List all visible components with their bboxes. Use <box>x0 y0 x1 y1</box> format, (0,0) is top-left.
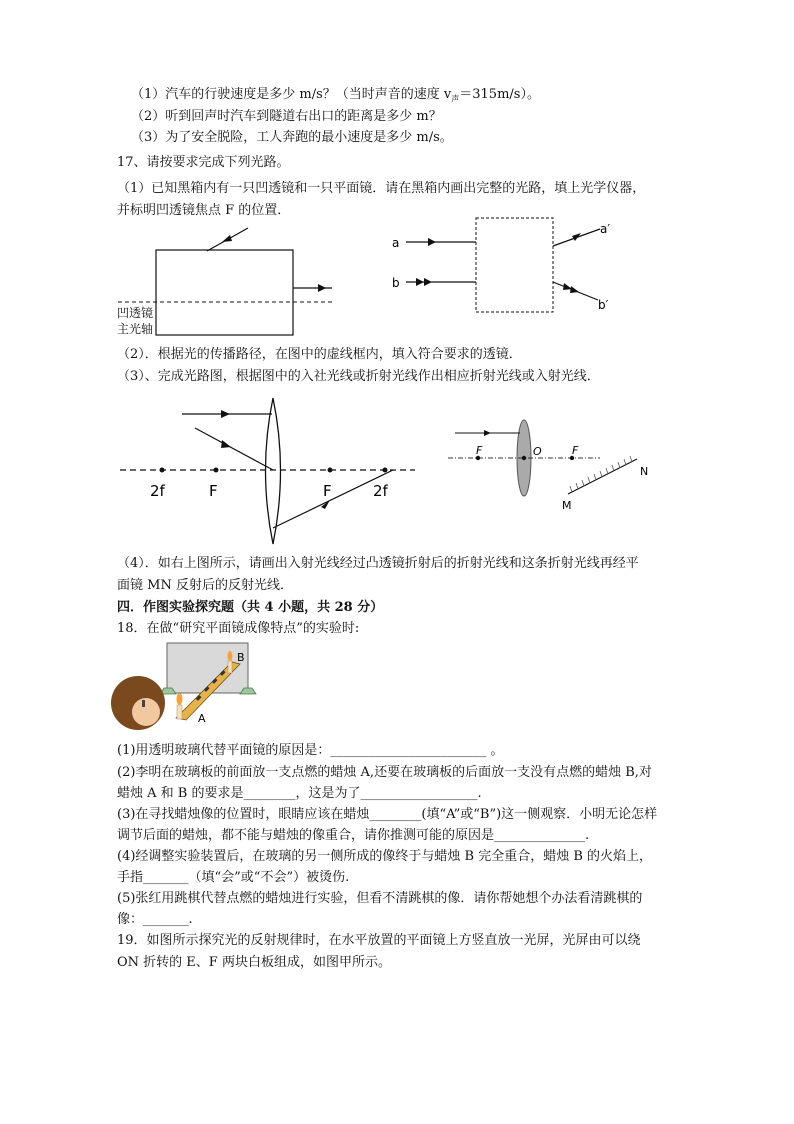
label-F1: F <box>476 444 483 457</box>
q18-sub4-line1: (4)经调整实验装置后，在玻璃的另一侧所成的像终于与蜡烛 B 完全重合，蜡烛 B 的火焰上， <box>117 849 653 864</box>
q19-line2: ON 折转的 E、F 两块白板组成，如图甲所示。 <box>117 955 391 970</box>
q17-title: 17、请按要求完成下列光路。 <box>117 155 290 170</box>
q18-sub4-line2: 手指_______（填“会”或“不会”）被烫伤. <box>117 870 350 885</box>
q17-part3: （3）、完成光路图，根据图中的入社光线或折射光线作出相应折射光线或入射光线． <box>117 369 600 384</box>
q18-sub5-line1: (5)张红用跳棋代替点燃的蜡烛进行实验，但看不清跳棋的像．请你帮她想个办法看清跳棋的 <box>117 891 643 906</box>
label-b-prime: b′ <box>598 298 609 312</box>
label-M: M <box>562 499 572 512</box>
q18-sub2-line1: (2)李明在玻璃板的前面放一支点燃的蜡烛 A,还要在玻璃板的后面放一支没有点燃的蜡烛 B,对 <box>117 765 652 780</box>
label-2f-right: 2f <box>373 482 388 500</box>
q17-part1-line2: 并标明凹透镜焦点 F 的位置． <box>117 203 291 218</box>
label-a: a <box>392 236 400 250</box>
label-2f-left: 2f <box>150 482 165 500</box>
section-heading: 四．作图实验探究题（共 4 小题，共 28 分） <box>117 600 384 615</box>
q18-sub1: (1)用透明玻璃代替平面镜的原因是：________________________ 。 <box>117 743 504 758</box>
q16-line-1: （1）汽车的行驶速度是多少 m/s？（当时声音的速度 $v_声=315m/s$）。 <box>131 87 540 104</box>
q16-line-3: （3）为了安全脱险，工人奔跑的最小速度是多少 m/s。 <box>131 130 453 145</box>
label-b: b <box>392 276 400 290</box>
candle-B <box>228 651 233 673</box>
q16-sound-subscript: 声 <box>451 94 460 104</box>
label-N: N <box>640 465 649 478</box>
label-F-left: F <box>209 482 218 500</box>
fig1-label-concave-lens: 凹透镜 <box>117 306 154 320</box>
q18-sub3-line2: 调节后面的蜡烛，都不能与蜡烛的像重合，请你推测可能的原因是______________. <box>117 828 590 843</box>
fig1-label-principal-axis: 主光轴 <box>117 322 154 336</box>
candle-A <box>177 693 183 719</box>
observer-head <box>111 676 165 730</box>
q17-part4-line1: （4）．如右上图所示，请画出入射光线经过凸透镜折射后的折射光线和这条折射光线再经平 <box>117 556 639 571</box>
q19-line1: 19．如图所示探究光的反射规律时，在水平放置的平面镜上方竖直放一光屏，光屏由可以绕 <box>117 933 641 948</box>
q18-title: 18．在做“研究平面镜成像特点”的实验时: <box>117 621 360 636</box>
q18-sub5-line2: 像：_______. <box>117 912 193 927</box>
label-F2: F <box>572 444 579 457</box>
label-B: B <box>237 651 245 664</box>
q18-sub3-line1: (3)在寻找蜡烛像的位置时，眼睛应该在蜡烛________(填“A”或“B”)这一侧观察．小明无论怎样 <box>117 807 658 822</box>
label-F-right: F <box>323 482 332 500</box>
q18-sub2-line2: 蜡烛 A 和 B 的要求是________，这是为了__________________. <box>117 786 482 801</box>
q17-part1-line1: （1）已知黑箱内有一只凹透镜和一只平面镜．请在黑箱内画出完整的光路，填上光学仪器， <box>117 181 646 196</box>
q17-part4-line2: 面镜 MN 反射后的反射光线． <box>117 578 293 593</box>
label-A: A <box>198 712 206 725</box>
q16-line-2: （2）听到回声时汽车到隧道右出口的距离是多少 m？ <box>131 109 442 124</box>
label-O: O <box>533 445 542 458</box>
q17-part2: （2）．根据光的传播路径，在图中的虚线框内，填入符合要求的透镜． <box>117 347 522 362</box>
label-a-prime: a′ <box>600 222 611 236</box>
